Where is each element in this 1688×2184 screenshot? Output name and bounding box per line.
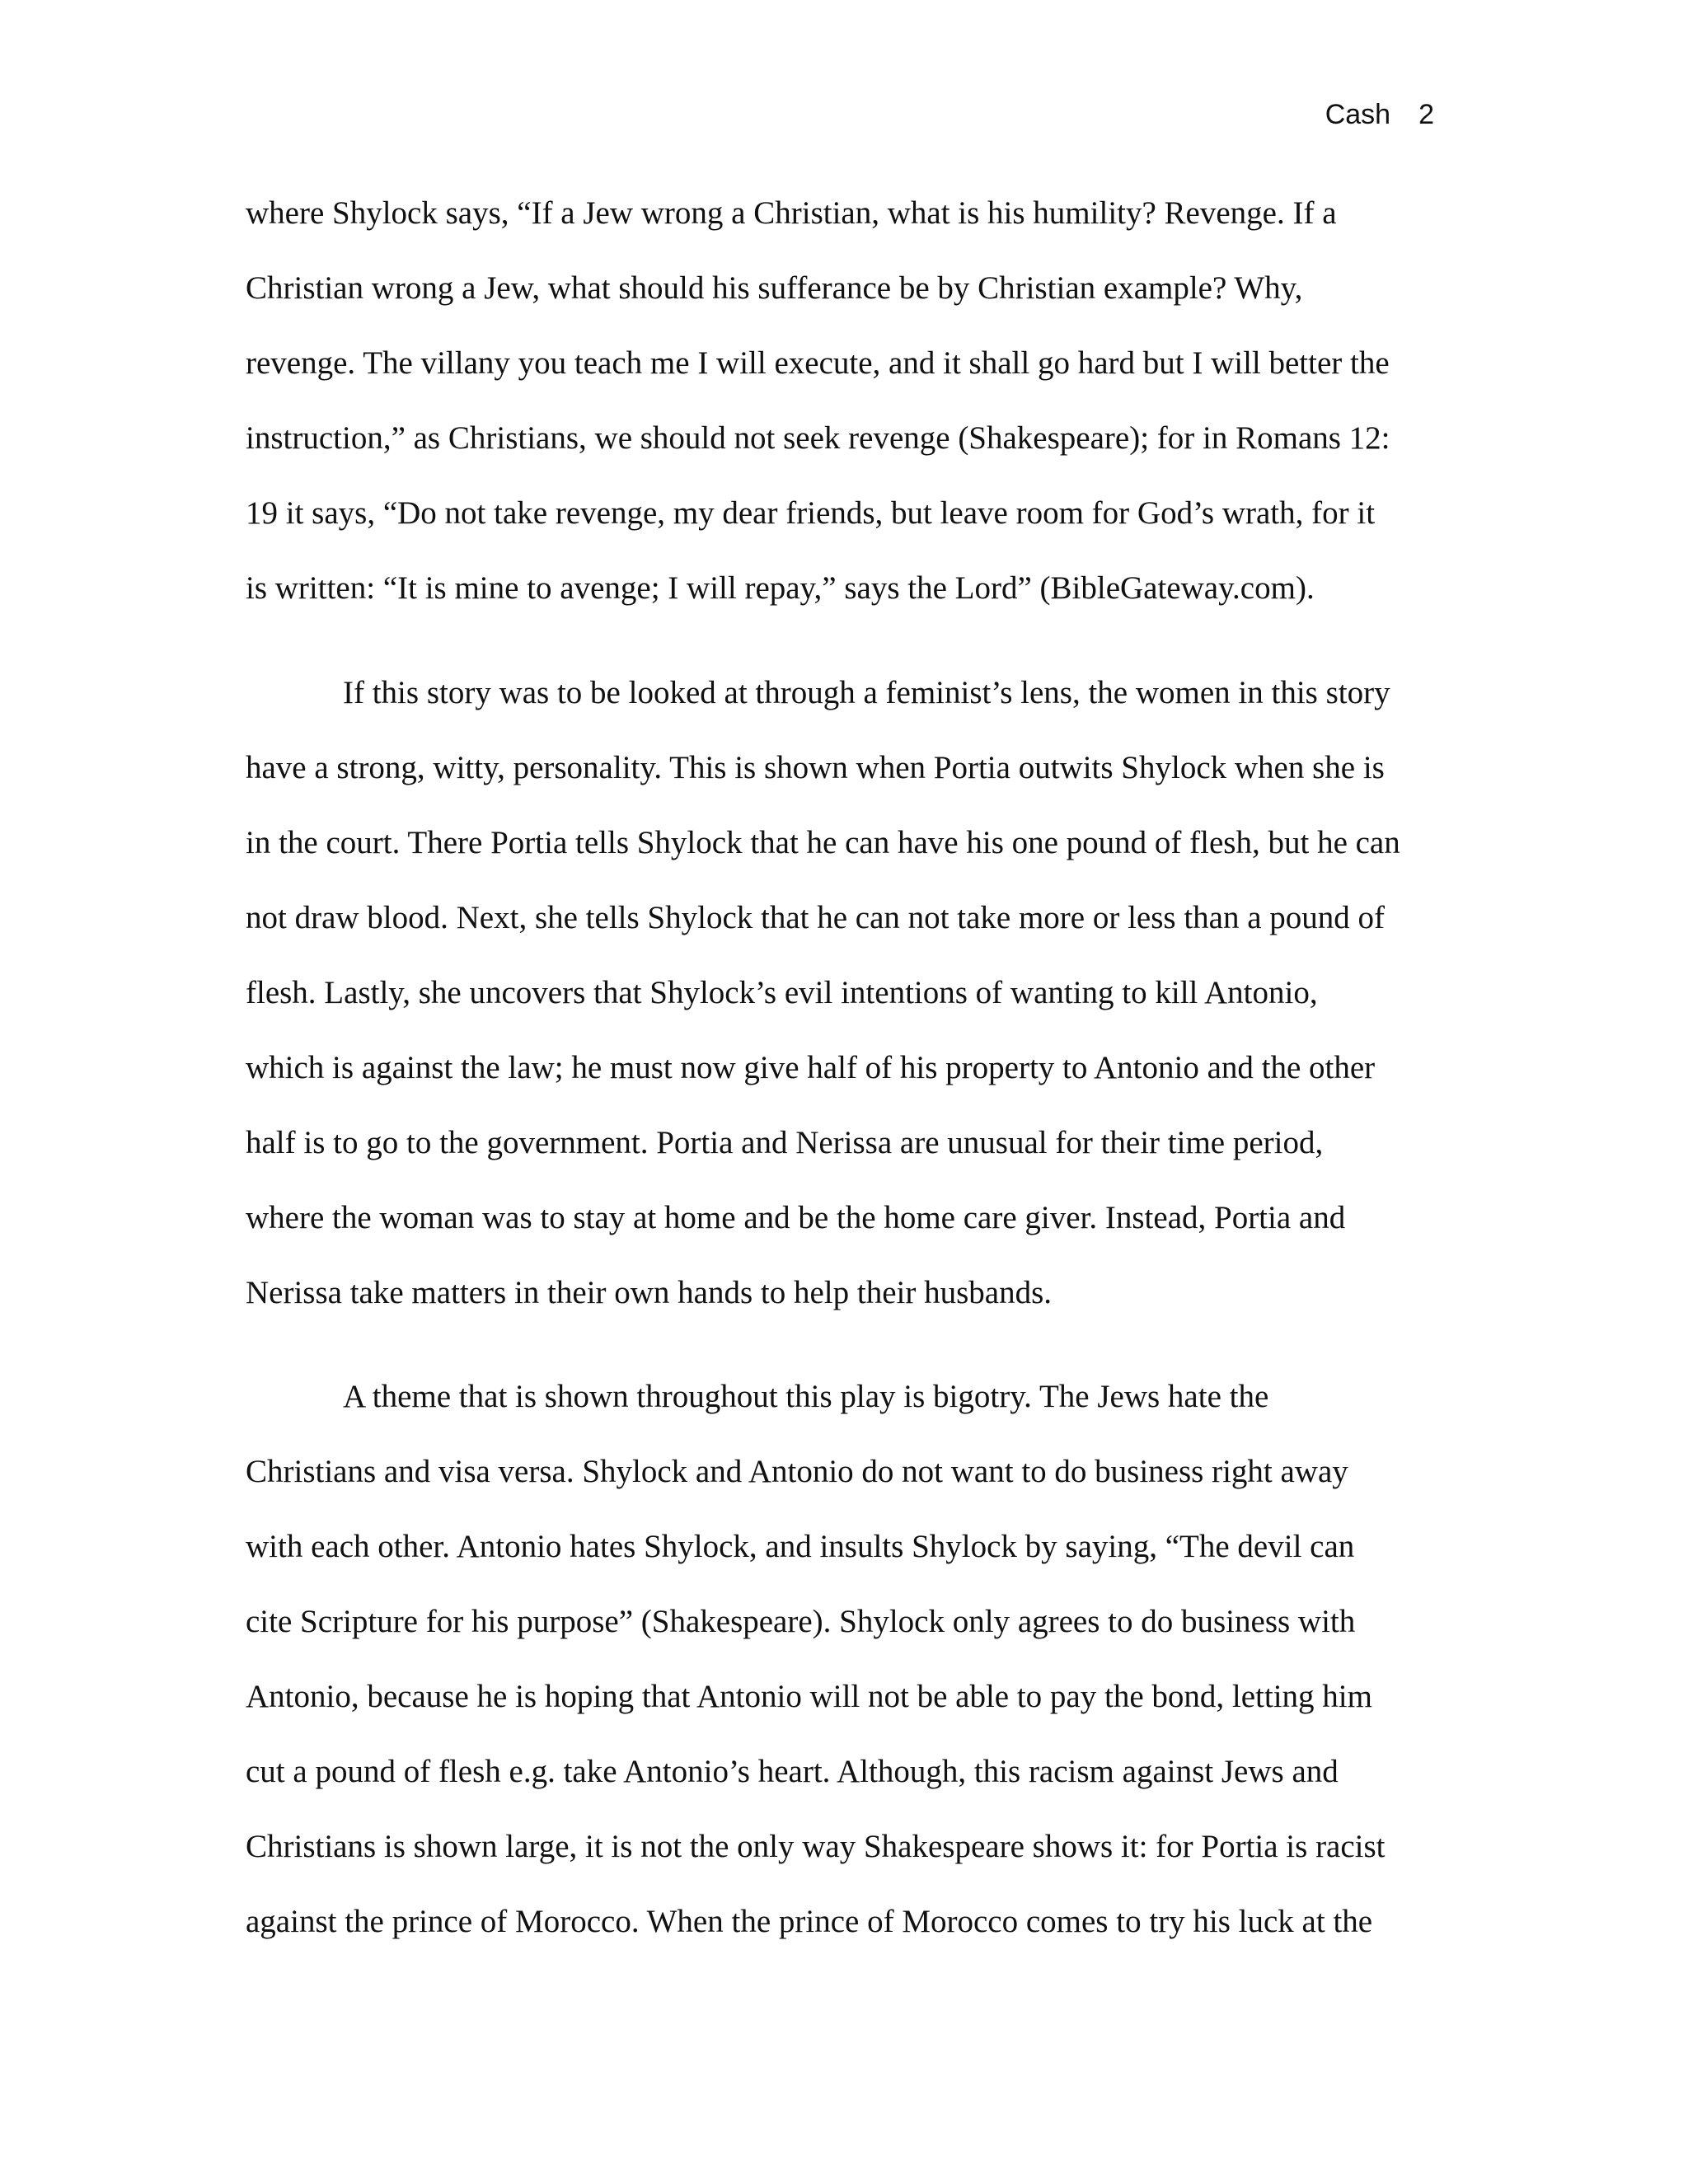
paragraph-line: 19 it says, “Do not take revenge, my dear friends, but leave room for God’s wrath, for it [246,495,1376,531]
running-header [1325,99,1434,131]
paragraph-line: Christians is shown large, it is not the only way Shakespeare shows it: for Portia is racist [246,1829,1386,1864]
paragraph-line: instruction,” as Christians, we should not seek revenge (Shakespeare); for in Romans 12: [246,420,1390,456]
paragraph-line: cite Scripture for his purpose” (Shakespeare). Shylock only agrees to do business with [246,1604,1356,1639]
paragraph-line: have a strong, witty, personality. This is shown when Portia outwits Shylock when she is [246,750,1385,785]
paragraph-line: with each other. Antonio hates Shylock, and insults Shylock by saying, “The devil can [246,1529,1355,1564]
header-author: Cash [1325,99,1391,130]
paragraph-line: A theme that is shown throughout this play is bigotry. The Jews hate the [343,1379,1269,1414]
paragraph-line: half is to go to the government. Portia and Nerissa are unusual for their time period, [246,1125,1324,1160]
paragraph-line: not draw blood. Next, she tells Shylock that he can not take more or less than a pound of [246,900,1386,935]
header-page-number: 2 [1418,99,1434,130]
paragraph-line: If this story was to be looked at through a feminist’s lens, the women in this story [343,675,1390,710]
paragraph-line: Christian wrong a Jew, what should his sufferance be by Christian example? Why, [246,270,1303,306]
paragraph-line: where the woman was to stay at home and be the home care giver. Instead, Portia and [246,1200,1346,1235]
paragraph-line: cut a pound of flesh e.g. take Antonio’s heart. Although, this racism against Jews and [246,1754,1339,1789]
paragraph-line: Antonio, because he is hoping that Antonio will not be able to pay the bond, letting him [246,1679,1372,1714]
paragraph-line: revenge. The villany you teach me I will execute, and it shall go hard but I will better the [246,345,1390,381]
paragraph-line: is written: “It is mine to avenge; I will repay,” says the Lord” (BibleGateway.com). [246,570,1315,606]
paragraph-line: against the prince of Morocco. When the prince of Morocco comes to try his luck at the [246,1904,1373,1939]
paragraph-line: Nerissa take matters in their own hands to help their husbands. [246,1275,1053,1310]
paragraph-line: flesh. Lastly, she uncovers that Shylock’s evil intentions of wanting to kill Antonio, [246,975,1318,1010]
paragraph-line: where Shylock says, “If a Jew wrong a Christian, what is his humility? Revenge. If a [246,195,1337,231]
paragraph-line: which is against the law; he must now give half of his property to Antonio and the other [246,1050,1376,1085]
paragraph-line: in the court. There Portia tells Shylock that he can have his one pound of flesh, but he can [246,825,1400,860]
paragraph-line: Christians and visa versa. Shylock and Antonio do not want to do business right away [246,1454,1348,1489]
